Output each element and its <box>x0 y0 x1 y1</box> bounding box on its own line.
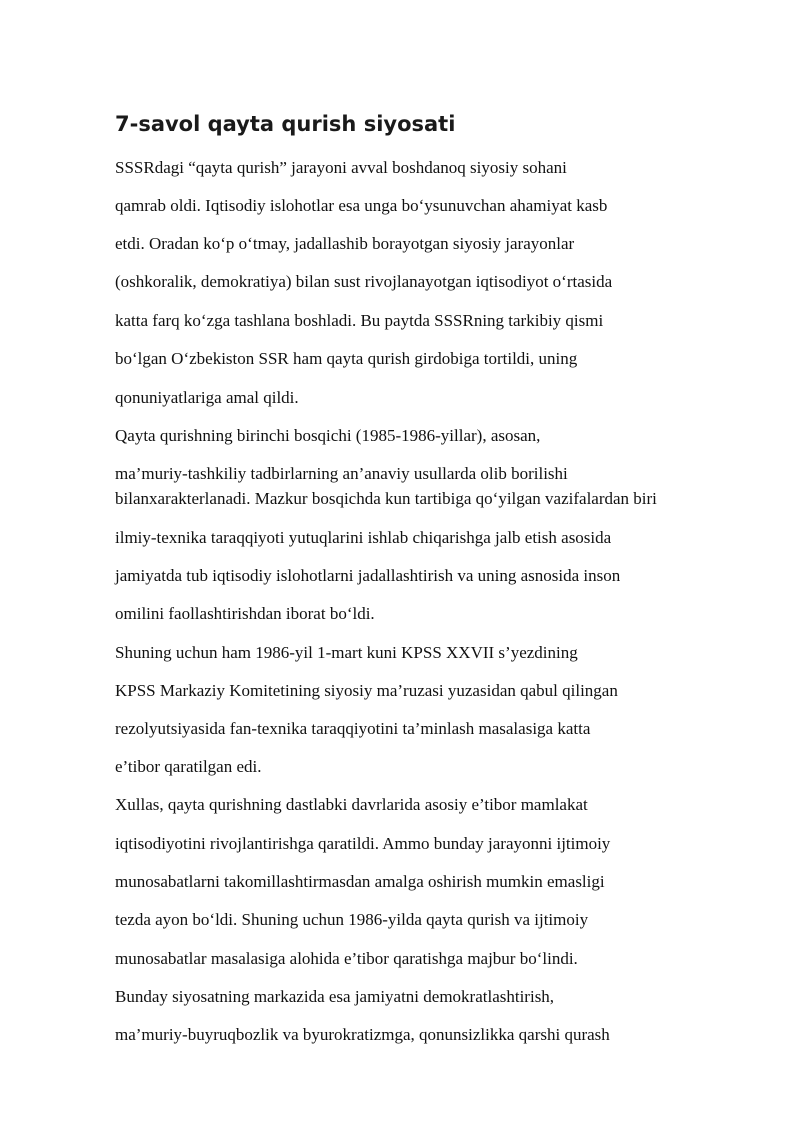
text-line: Qayta qurishning birinchi bosqichi (1985-1986-yillar), asosan, <box>115 426 541 445</box>
text-line: qamrab oldi. Iqtisodiy islohotlar esa unga bo‘ysunuvchan ahamiyat kasb <box>115 196 608 215</box>
text-line: katta farq ko‘zga tashlana boshladi. Bu paytda SSSRning tarkibiy qismi <box>115 311 604 330</box>
text-line: jamiyatda tub iqtisodiy islohotlarni jadallashtirish va uning asnosida inson <box>115 566 621 585</box>
text-line: SSSRdagi “qayta qurish” jarayoni avval boshdanoq siyosiy sohani <box>115 158 567 177</box>
text-line: (oshkoralik, demokratiya) bilan sust rivojlanayotgan iqtisodiyot o‘rtasida <box>115 272 613 291</box>
text-line: tezda ayon bo‘ldi. Shuning uchun 1986-yilda qayta qurish va ijtimoiy <box>115 910 589 929</box>
text-line: ma’muriy-tashkiliy tadbirlarning an’anaviy usullarda olib borilishi <box>115 464 568 483</box>
text-line: bo‘lgan O‘zbekiston SSR ham qayta qurish girdobiga tortildi, uning <box>115 349 578 368</box>
text-line: ma’muriy-buyruqbozlik va byurokratizmga, qonunsizlikka qarshi qurash <box>115 1025 610 1044</box>
text-line: etdi. Oradan ko‘p o‘tmay, jadallashib borayotgan siyosiy jarayonlar <box>115 234 575 253</box>
text-line: qonuniyatlariga amal qildi. <box>115 388 299 407</box>
text-line: bilanxarakterlanadi. Mazkur bosqichda kun tartibiga qo‘yilgan vazifalardan biri <box>115 489 657 508</box>
text-line: iqtisodiyotini rivojlantirishga qaratildi. Ammo bunday jarayonni ijtimoiy <box>115 834 611 853</box>
text-line: e’tibor qaratilgan edi. <box>115 757 262 776</box>
text-line: Xullas, qayta qurishning dastlabki davrlarida asosiy e’tibor mamlakat <box>115 795 588 814</box>
text-line: omilini faollashtirishdan iborat bo‘ldi. <box>115 604 375 623</box>
text-line: ilmiy-texnika taraqqiyoti yutuqlarini ishlab chiqarishga jalb etish asosida <box>115 528 612 547</box>
text-line: Bunday siyosatning markazida esa jamiyatni demokratlashtirish, <box>115 987 555 1006</box>
text-line: munosabatlarni takomillashtirmasdan amalga oshirish mumkin emasligi <box>115 872 605 891</box>
page-title: 7-savol qayta qurish siyosati <box>115 112 456 136</box>
text-line: munosabatlar masalasiga alohida e’tibor qaratishga majbur bo‘lindi. <box>115 949 578 968</box>
text-line: Shuning uchun ham 1986-yil 1-mart kuni KPSS XXVII s’yezdining <box>115 643 578 662</box>
text-line: rezolyutsiyasida fan-texnika taraqqiyotini ta’minlash masalasiga katta <box>115 719 591 738</box>
text-line: KPSS Markaziy Komitetining siyosiy ma’ruzasi yuzasidan qabul qilingan <box>115 681 618 700</box>
